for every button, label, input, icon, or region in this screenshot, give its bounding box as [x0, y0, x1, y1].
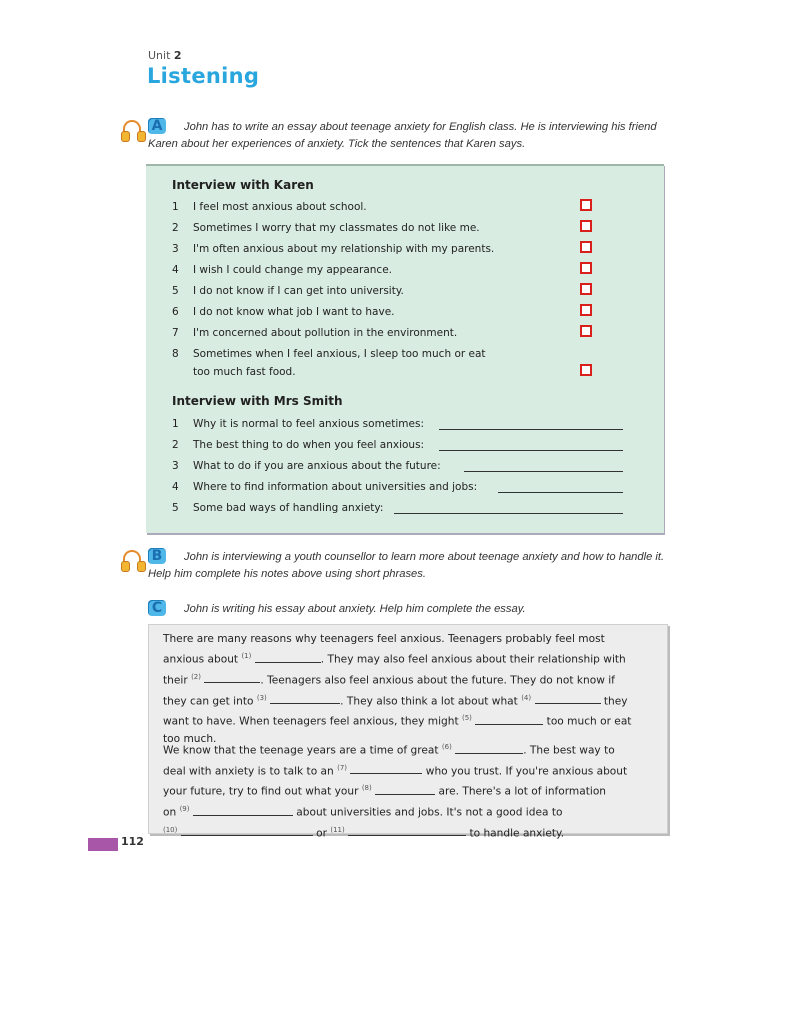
blank-11[interactable] [348, 824, 466, 836]
blank-7[interactable] [350, 762, 422, 774]
blank-10[interactable] [181, 824, 313, 836]
answer-line[interactable] [439, 450, 623, 451]
task-b-instructions: John is interviewing a youth counsellor to learn more about teenage anxiety and how to handle it. Help him complete his notes above using short phrases. [148, 551, 665, 580]
smith-heading: Interview with Mrs Smith [172, 394, 343, 408]
essay-paragraph-1: There are many reasons why teenagers feel anxious. Teenagers probably feel most anxious about $^{(1)}$ . They may also feel anxious about their relationship with their $^{(2)}$ . Teenagers also feel anxious about the future. They do not know if they can get into $^{(3)}$ . They also think a lot about what $^{(4)}$ they want to have. When teenagers feel anxious, they might $^{(5)}$ too much or eat too much. [163, 633, 632, 746]
headphones-icon [120, 120, 146, 142]
page-number: 112 [121, 835, 144, 848]
blank-6[interactable] [455, 742, 523, 754]
essay-box [148, 624, 668, 840]
headphones-icon [120, 550, 146, 572]
tick-checkbox[interactable] [580, 364, 592, 376]
page-tab [88, 838, 118, 851]
blank-3[interactable] [270, 692, 340, 704]
answer-line[interactable] [464, 471, 623, 472]
tick-checkbox[interactable] [580, 241, 592, 253]
blank-5[interactable] [475, 713, 543, 725]
karen-heading: Interview with Karen [172, 178, 314, 192]
blank-9[interactable] [193, 804, 293, 816]
unit-label: Unit 2 [148, 49, 182, 62]
answer-line[interactable] [439, 429, 623, 430]
tick-checkbox[interactable] [580, 199, 592, 211]
task-a-instructions: John has to write an essay about teenage anxiety for English class. He is interviewing his friend Karen about her experiences of anxiety. Tick the sentences that Karen says. [148, 121, 657, 150]
blank-1[interactable] [255, 651, 321, 663]
blank-2[interactable] [204, 671, 260, 683]
task-c-letter: C [148, 600, 166, 616]
task-b-letter: B [148, 548, 166, 564]
blank-8[interactable] [375, 783, 435, 795]
answer-line[interactable] [394, 513, 623, 514]
interview-notes-box: Interview with Karen 1 I feel most anxious about school. 2 Sometimes I worry that my classmates do not like me. 3 I'm often anxious about my relationship with my parents. 4 I wish I could change my appearance. 5 I do not know if I can get into university. 6 I do not know what job I want to have. 7 I'm concerned about pollution in the environment. 8 Sometimes when I feel anxious, I sleep too much or eat too much fast food. Interview with Mrs Smith 1 Why it is normal to feel anxious sometimes: 2 The best thing to do when you feel anxious: 3 What to do if you are anxious about the future: 4 Where to find information about universities and jobs: 5 Some bad ways of handling anxiety: [146, 164, 664, 533]
tick-checkbox[interactable] [580, 262, 592, 274]
blank-4[interactable] [535, 692, 601, 704]
essay-paragraph-2: We know that the teenage years are a time of great $^{(6)}$ . The best way to deal with anxiety is to talk to an $^{(7)}$ who you trust. If you're anxious about your future, try to find out what your $^{(8)}$ are. There's a lot of information on $^{(9)}$ about universities and jobs. It's not a good idea to $^{(10)}$ or $^{(11)}$ to handle anxiety. [163, 743, 628, 840]
tick-checkbox[interactable] [580, 304, 592, 316]
tick-checkbox[interactable] [580, 325, 592, 337]
page-title: Listening [147, 64, 260, 88]
tick-checkbox[interactable] [580, 220, 592, 232]
answer-line[interactable] [498, 492, 623, 493]
tick-checkbox[interactable] [580, 283, 592, 295]
task-c-instructions: John is writing his essay about anxiety. Help him complete the essay. [184, 603, 526, 615]
task-a-letter: A [148, 118, 166, 134]
